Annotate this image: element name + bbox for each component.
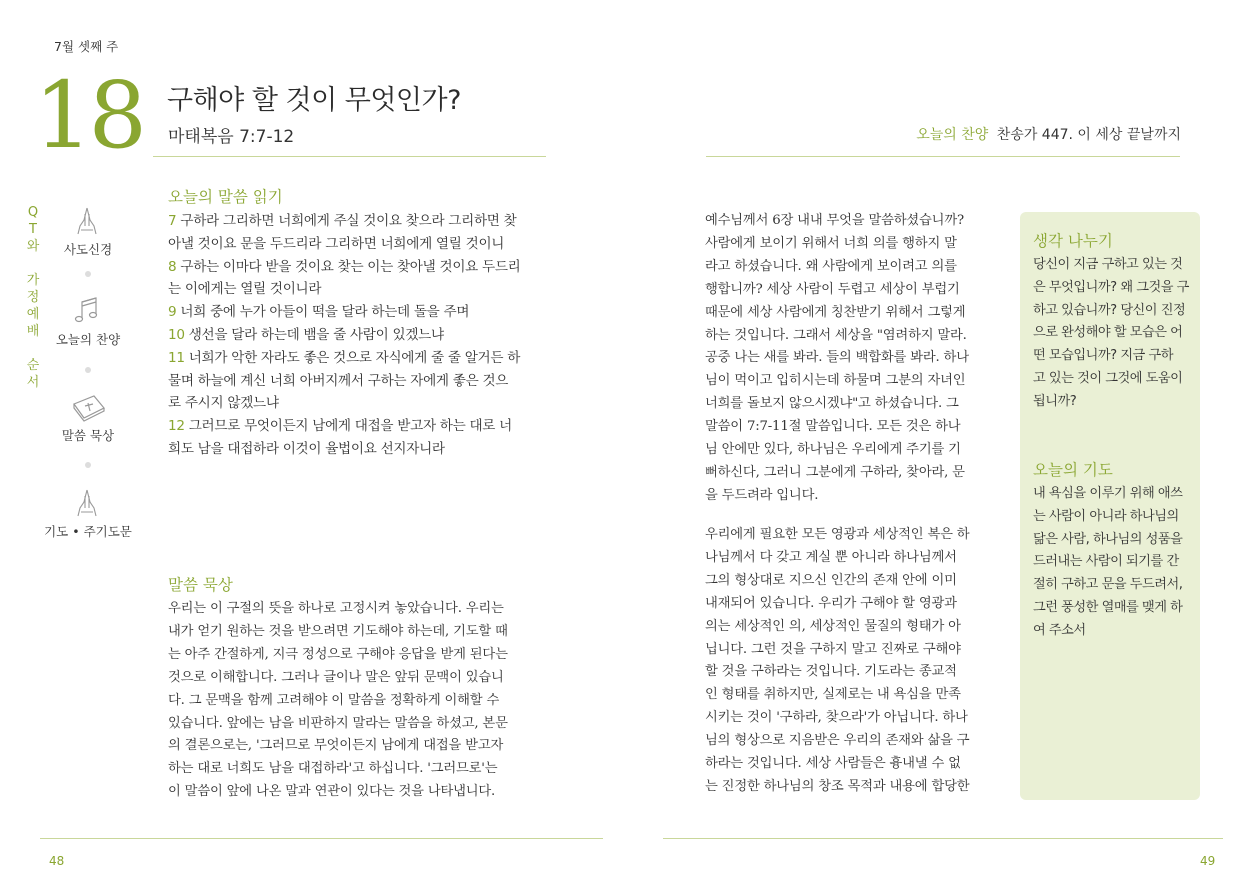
prayer-text: 내 욕심을 이루기 위해 애쓰 는 사람이 아니라 하나님의 닮은 사람, 하나님의 성품을 드러내는 사람이 되기를 간 절히 구하고 문을 두드려서, 그런 풍성한 열매를 맺게 하 여 주소서: [1033, 486, 1183, 638]
page-number-right: 49: [1200, 854, 1216, 868]
meditation-text-right-2: 우리에게 필요한 모든 영광과 세상적인 복은 하 나님께서 다 갖고 계실 뿐 아니라 하나님께서 그의 형상대로 지으신 인간의 존재 안에 이미 내재되어 있습니다. 우리가 구해야 할 영광과 의는 세상적인 의, 세상적인 물질의 형태가 아 닙니다. 그런 것을 구하지 말고 진짜로 구해야 할 것을 구하라는 것입니다. 기도라는 종교적 인 형태를 취하지만, 실제로는 내 욕심을 만족 시키는 것이 '구하라, 찾으라'가 아닙니다. 하나 님의 형상으로 지음받은 우리의 존재와 삶을 구 하라는 것입니다. 세상 사람들은 흉내낼 수 없 는 진정한 하나님의 창조 목적과 내용에 합당한: [705, 527, 970, 794]
praying-hands-icon: [38, 204, 138, 236]
bible-icon: [38, 392, 138, 422]
scripture-reference: 마태복음 7:7-12: [168, 127, 295, 147]
verse-line: 10 생선을 달라 하는데 뱀을 줄 사람이 있겠느냐: [168, 326, 444, 343]
week-label: 7월 셋째 주: [54, 39, 119, 54]
music-note-icon: [38, 296, 138, 326]
verse-line: 로 주시지 않겠느냐: [168, 395, 279, 412]
verse-line: 11 너희가 악한 자라도 좋은 것으로 자식에게 줄 줄 알거든 하: [168, 349, 521, 366]
praying-hands-icon: [38, 486, 138, 518]
header-divider-left: [153, 156, 546, 157]
sharing-text: 당신이 지금 구하고 있는 것 은 무엇입니까? 왜 그것을 구 하고 있습니까? 당신이 진정 으로 완성해야 할 모습은 어 떤 모습입니까? 지금 구하 고 있는 것이 그것에 도움이 됩니까?: [1033, 257, 1189, 409]
sidebar-item-meditation: [38, 392, 138, 444]
header-divider-right: [706, 156, 1180, 157]
sidebar-item-hymn: [38, 296, 138, 348]
footer-divider-right: [663, 838, 1223, 839]
sidebar-item-prayer: [38, 486, 138, 540]
verse-line: 아낼 것이요 문을 두드리라 그리하면 너희에게 열릴 것이니: [168, 235, 505, 252]
verse-line: 희도 남을 대접하라 이것이 율법이요 선지자니라: [168, 440, 445, 457]
hymn-label: 오늘의 찬양: [916, 127, 989, 143]
reading-text: [168, 210, 521, 461]
verse-line: 8 구하는 이마다 받을 것이요 찾는 이는 찾아낼 것이요 두드리: [168, 258, 521, 275]
verse-line: 는 이에게는 열릴 것이니라: [168, 281, 322, 298]
meditation-text-left: 우리는 이 구절의 뜻을 하나로 고정시켜 놓았습니다. 우리는 내가 얻기 원하는 것을 받으려면 기도해야 하는데, 기도할 때 는 아주 간절하게, 지극 정성으로 구해야 응답을 받게 된다는 것으로 이해합니다. 그러나 글이나 말은 앞뒤 문맥이 있습니 다. 그 문맥을 함께 고려해야 이 말씀을 정확하게 이해할 수 있습니다. 앞에는 남을 비판하지 말라는 말씀을 하셨고, 본문 의 결론으로는, '그러므로 무엇이든지 남에게 대접을 받고자 하는 대로 너희도 남을 대접하라'고 하십니다. '그러므로'는 이 말씀이 앞에 나온 말과 연관이 있다는 것을 나타냅니다.: [168, 601, 508, 800]
page-title: 구해야 할 것이 무엇인가?: [167, 85, 461, 116]
sidebar-item-label: 기도 • 주기도문: [44, 524, 132, 539]
verse-line: 9 너희 중에 누가 아들이 떡을 달라 하는데 돌을 주며: [168, 304, 470, 321]
verse-line: 물며 하늘에 계신 너희 아버지께서 구하는 자에게 좋은 것으: [168, 372, 509, 389]
sharing-heading: 생각 나누기: [1033, 232, 1113, 250]
sidebar-item-label: 오늘의 찬양: [55, 332, 121, 347]
sidebar-item-label: 사도신경: [63, 242, 113, 257]
sidebar-dot: [85, 271, 91, 277]
footer-divider-left: [40, 838, 603, 839]
meditation-heading: 말씀 묵상: [168, 576, 233, 594]
sidebar-dot: [85, 462, 91, 468]
prayer-heading: 오늘의 기도: [1033, 461, 1113, 479]
sidebar-item-apostles-creed: [38, 204, 138, 258]
reading-heading: 오늘의 말씀 읽기: [168, 188, 283, 206]
hymn-line: [916, 124, 1181, 144]
day-number: 18: [34, 62, 144, 169]
page-number-left: 48: [49, 854, 65, 868]
sidebar-dot: [85, 367, 91, 373]
meditation-text-right-1: 예수님께서 6장 내내 무엇을 말씀하셨습니까? 사람에게 보이기 위해서 너희 의를 행하지 말 라고 하셨습니다. 왜 사람에게 보이려고 의를 행합니까? 세상 사람이 두렵고 세상이 부럽기 때문에 세상 사람에게 칭찬받기 위해서 그렇게 하는 것입니다. 그래서 세상을 "염려하지 말라. 공중 나는 새를 봐라. 들의 백합화를 봐라. 하나 님이 먹이고 입히시는데 하물며 그분의 자녀인 너희를 돌보지 않으시겠냐"고 하셨습니다. 그 말씀이 7:7-11절 말씀입니다. 모든 것은 하나 님 안에만 있다, 하나님은 우리에게 주기를 기 뻐하신다, 그러니 그분에게 구하라, 찾아라, 문 을 두드려라 입니다.: [705, 213, 969, 503]
verse-line: 12 그러므로 무엇이든지 남에게 대접을 받고자 하는 대로 너: [168, 418, 512, 435]
verse-line: 7 구하라 그리하면 너희에게 주실 것이요 찾으라 그리하면 찾: [168, 213, 517, 229]
sidebar-item-label: 말씀 묵상: [61, 428, 115, 443]
hymn-text: 찬송가 447. 이 세상 끝날까지: [996, 127, 1181, 143]
vertical-title: Q T 와 가 정 예 배 순 서: [26, 205, 40, 390]
